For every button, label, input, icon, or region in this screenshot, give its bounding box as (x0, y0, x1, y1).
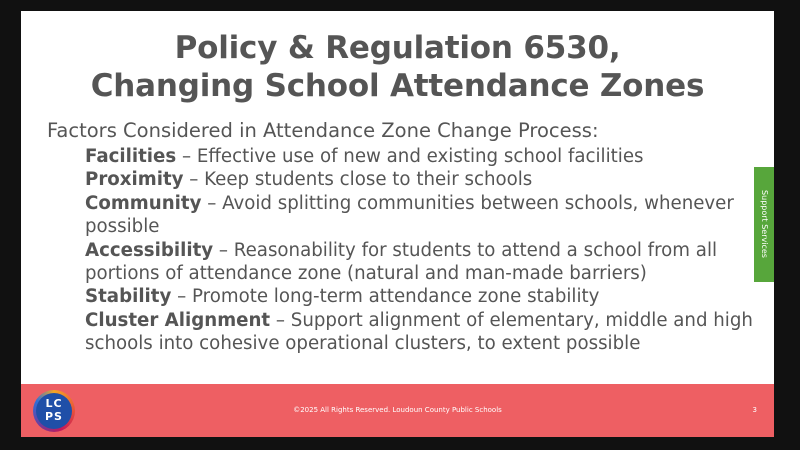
copyright-text: ©2025 All Rights Reserved. Loudoun County Public Schools (293, 406, 502, 414)
factor-description: – Support alignment of elementary, middle and high schools into cohesive operational clusters, to extent possible (85, 309, 753, 355)
logo-line-2: PS (45, 410, 63, 423)
page-number: 3 (752, 406, 757, 414)
logo-line-1: LC (45, 397, 63, 410)
factor-name: Facilities (85, 146, 177, 167)
factor-community (85, 192, 755, 239)
intro-text: Factors Considered in Attendance Zone Change Process: (47, 119, 599, 142)
factor-description: – Promote long-term attendance zone stability (171, 286, 600, 308)
factor-name: Cluster Alignment (85, 309, 271, 331)
slide-title (21, 29, 774, 105)
factor-name: Community (85, 192, 202, 214)
slide (21, 11, 774, 437)
factor-description: – Reasonability for students to attend a school from all portions of attendance zone (natural and man-made barriers) (85, 239, 718, 285)
factor-name: Stability (85, 286, 172, 308)
side-tab-label: Support Services (760, 190, 769, 258)
support-services-tab (754, 167, 774, 282)
factor-name: Accessibility (85, 239, 214, 261)
factor-stability (85, 285, 755, 308)
factor-accessibility (85, 239, 755, 286)
factors-list (85, 145, 755, 356)
factor-name: Proximity (85, 169, 184, 191)
title-line-1: Policy & Regulation 6530, (174, 30, 621, 66)
factor-description: – Effective use of new and existing school facilities (176, 146, 644, 167)
factor-description: – Avoid splitting communities between schools, whenever possible (85, 192, 734, 238)
slide-footer (21, 384, 774, 437)
title-line-2: Changing School Attendance Zones (90, 68, 705, 104)
factor-proximity (85, 168, 755, 191)
factor-facilities (85, 145, 755, 168)
factor-description: – Keep students close to their schools (183, 169, 533, 191)
factor-cluster-alignment (85, 309, 755, 356)
